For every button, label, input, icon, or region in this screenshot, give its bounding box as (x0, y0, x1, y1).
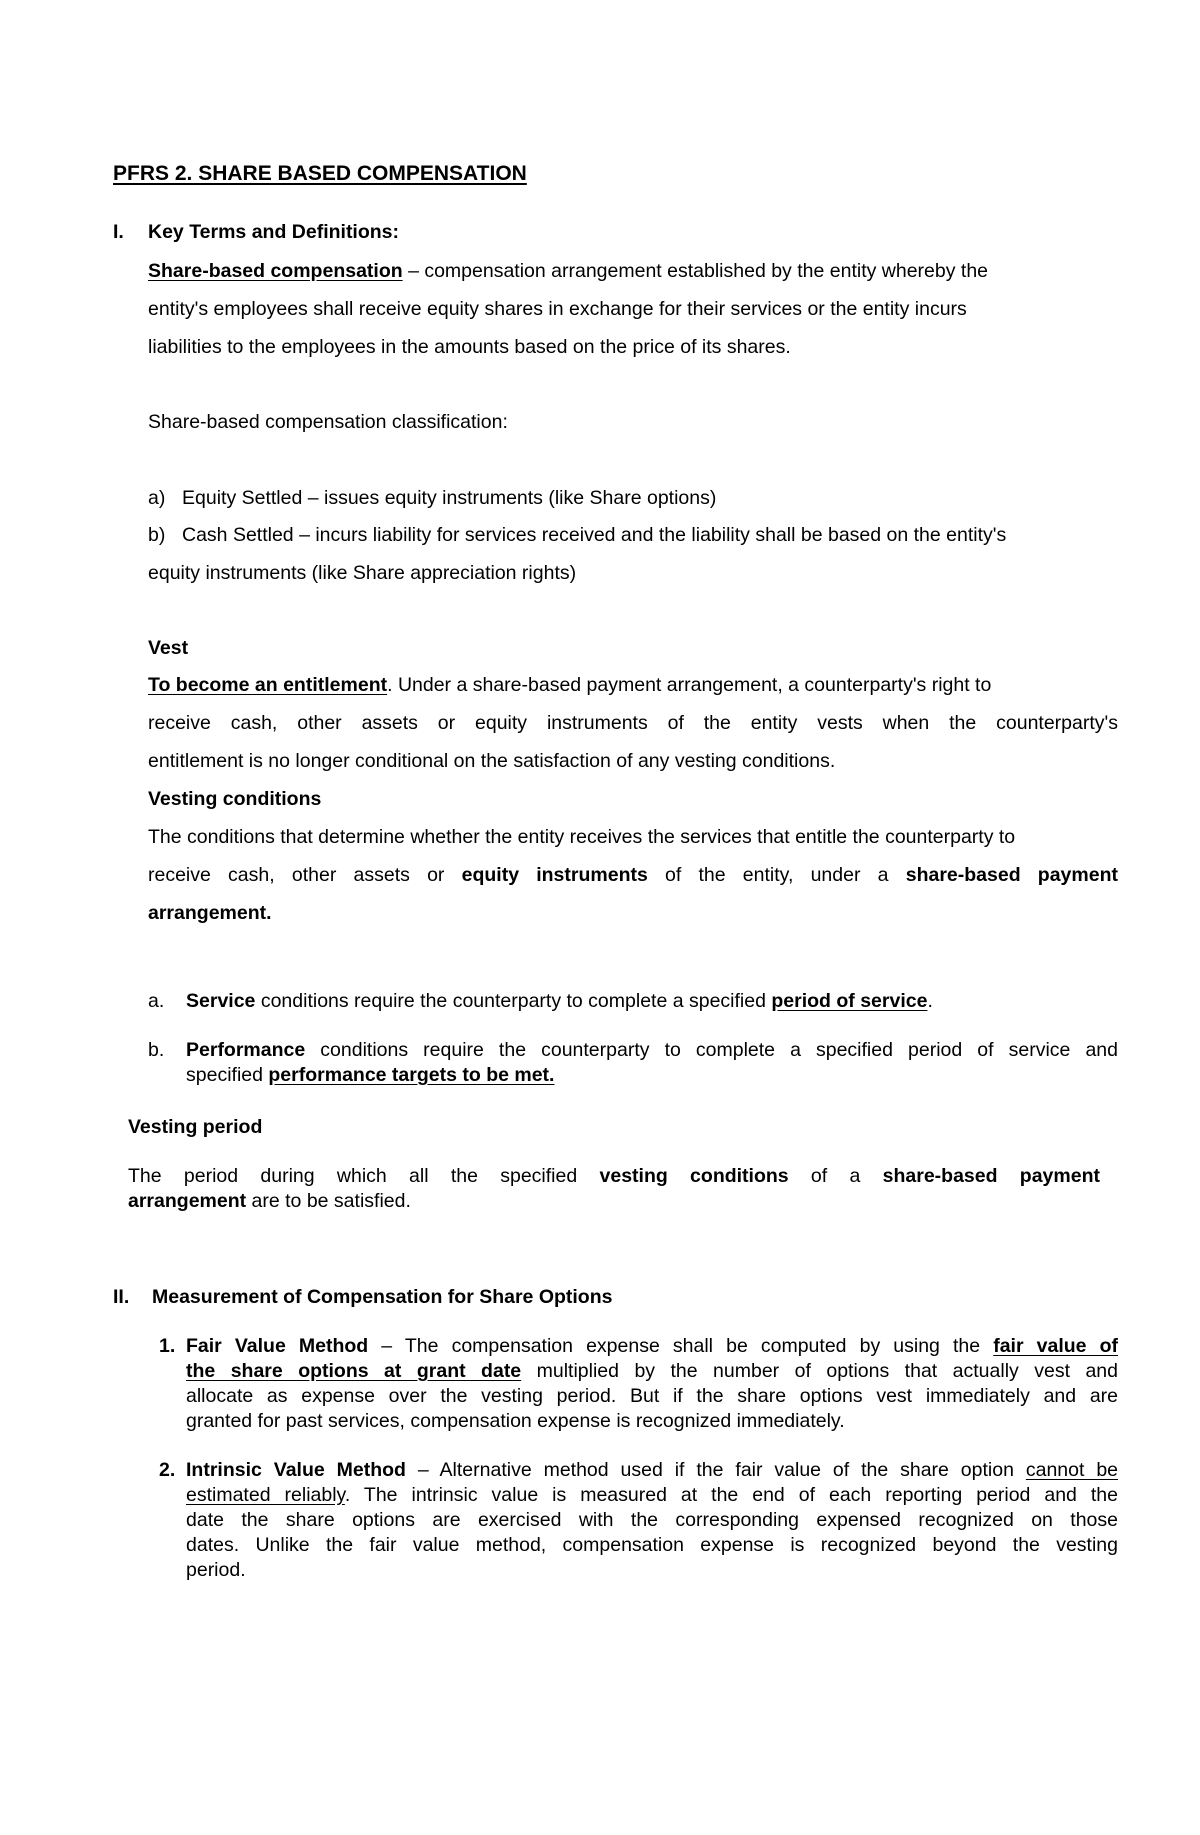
section-2-numeral: II. (113, 1286, 130, 1308)
vesting-conditions-heading: Vesting conditions (148, 788, 322, 810)
class-a-marker: a) (148, 487, 166, 509)
class-b-line-1: Cash Settled – incurs liability for services received and the liability shall be based on the entity's (182, 524, 1007, 546)
method-1-line-2: the share options at grant date multiplied by the number of options that actually vest and (186, 1360, 1118, 1382)
method-2-marker: 2. (159, 1459, 176, 1481)
vest-line-1: To become an entitlement. Under a share-based payment arrangement, a counterparty's right to (148, 674, 992, 696)
document-title: PFRS 2. SHARE BASED COMPENSATION (113, 162, 527, 185)
classification-intro: Share-based compensation classification: (148, 411, 508, 433)
intrinsic-value-method-term: Intrinsic Value Method (186, 1459, 406, 1481)
vest-heading: Vest (148, 637, 189, 659)
class-a-text: Equity Settled – issues equity instruments (like Share options) (182, 487, 717, 509)
condition-b-marker: b. (148, 1039, 165, 1061)
vesting-period-heading: Vesting period (128, 1116, 263, 1138)
method-1-line-3: allocate as expense over the vesting period. But if the share options vest immediately and are (186, 1385, 1118, 1407)
method-1-line-1: Fair Value Method – The compensation expense shall be computed by using the fair value of (186, 1335, 1118, 1357)
condition-b-line-1: Performance conditions require the counterparty to complete a specified period of service and (186, 1039, 1118, 1061)
vesting-conditions-line-1: The conditions that determine whether the entity receives the services that entitle the counterparty to (148, 826, 1016, 848)
section-1-numeral: I. (113, 221, 124, 243)
class-b-line-2: equity instruments (like Share appreciation rights) (148, 562, 577, 584)
vesting-period-line-1: The period during which all the specified vesting conditions of a share-based payment (128, 1165, 1100, 1187)
method-2-line-2: estimated reliably. The intrinsic value is measured at the end of each reporting period and the (186, 1484, 1118, 1506)
method-1-marker: 1. (159, 1335, 176, 1357)
vesting-conditions-line-3: arrangement. (148, 902, 272, 924)
condition-b-line-2: specified performance targets to be met. (186, 1064, 555, 1086)
section-2-heading: Measurement of Compensation for Share Options (152, 1286, 613, 1308)
class-b-marker: b) (148, 524, 166, 546)
definition-term: Share-based compensation (148, 260, 403, 282)
section-1-heading: Key Terms and Definitions: (148, 221, 400, 243)
method-2-line-1: Intrinsic Value Method – Alternative method used if the fair value of the share option cannot be (186, 1459, 1119, 1481)
performance-targets-emphasis: performance targets to be met. (268, 1064, 555, 1086)
vesting-conditions-line-2: receive cash, other assets or equity instruments of the entity, under a share-based payment (148, 864, 1118, 886)
vest-term: To become an entitlement (148, 674, 388, 696)
method-2-line-5: period. (186, 1559, 246, 1581)
condition-a-text: Service conditions require the counterparty to complete a specified period of service. (186, 990, 933, 1012)
fair-value-method-term: Fair Value Method (186, 1335, 369, 1357)
definition-line-3: liabilities to the employees in the amounts based on the price of its shares. (148, 336, 791, 358)
definition-line-2: entity's employees shall receive equity shares in exchange for their services or the entity incurs (148, 298, 967, 320)
method-2-line-3: date the share options are exercised with the corresponding expensed recognized on those (186, 1509, 1118, 1531)
method-2-line-4: dates. Unlike the fair value method, compensation expense is recognized beyond the vesting (186, 1534, 1118, 1556)
vest-line-2: receive cash, other assets or equity instruments of the entity vests when the counterparty's (148, 712, 1118, 734)
condition-a-marker: a. (148, 990, 165, 1012)
period-of-service-emphasis: period of service (771, 990, 928, 1012)
method-1-line-4: granted for past services, compensation expense is recognized immediately. (186, 1410, 845, 1432)
vest-line-3: entitlement is no longer conditional on the satisfaction of any vesting conditions. (148, 750, 836, 772)
definition-line-1: Share-based compensation – compensation arrangement established by the entity whereby the (148, 260, 989, 282)
vesting-period-line-2: arrangement are to be satisfied. (128, 1190, 411, 1212)
